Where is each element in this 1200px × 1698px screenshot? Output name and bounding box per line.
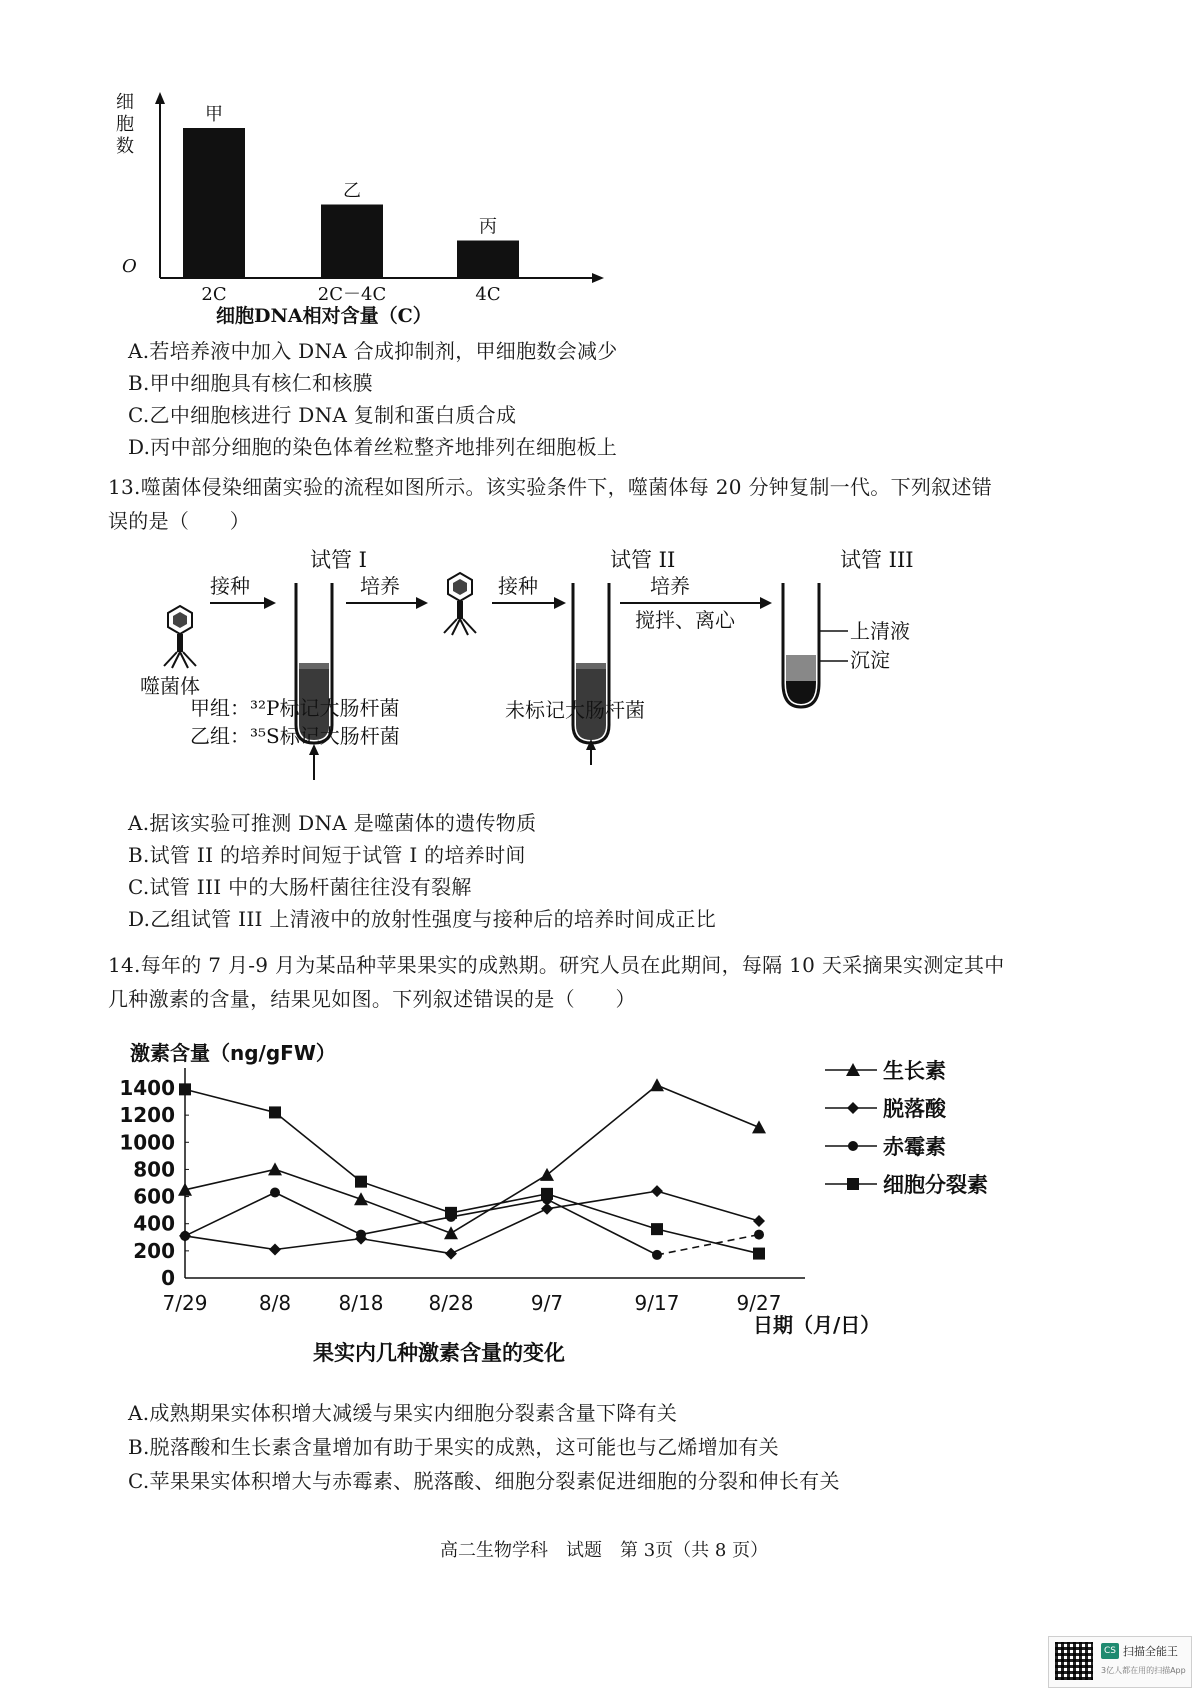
scanner-title: 扫描全能王 [1123, 1645, 1178, 1658]
triangle-marker [752, 1120, 766, 1133]
x-tick-label: 8/8 [258, 1291, 292, 1315]
series-line-segment [275, 1239, 361, 1250]
cs-logo-icon: CS [1101, 1643, 1119, 1659]
diamond-marker [753, 1215, 765, 1227]
scanner-watermark [1048, 1636, 1192, 1688]
legend-label: 脱落酸 [883, 1097, 946, 1121]
q13-stem-line1: 13.噬菌体侵染细菌实验的流程如图所示。该实验条件下，噬菌体每 20 分钟复制一代。下列叙述错 [108, 475, 993, 499]
series-line-segment [657, 1229, 759, 1253]
diamond-marker [847, 1102, 859, 1114]
phage-label: 噬菌体 [140, 674, 200, 698]
square-marker [847, 1178, 859, 1190]
chart-x-label: 日期（月/日） [753, 1313, 881, 1337]
series-line-segment [361, 1182, 451, 1213]
series-line-segment [657, 1191, 759, 1221]
q13-option-a: A.据该实验可推测 DNA 是噬菌体的遗传物质 [128, 811, 537, 835]
q14-options [128, 1400, 840, 1502]
group-b-label: 乙组：³⁵S标记大肠杆菌 [190, 724, 400, 748]
q13-option-c: C.试管 III 中的大肠杆菌往往没有裂解 [128, 875, 472, 899]
series-line-segment [547, 1194, 657, 1229]
q13-options [128, 810, 716, 938]
q13-stem-line2: 误的是（ ） [108, 509, 251, 533]
dna-content-bar-chart [110, 90, 630, 330]
series-line-segment [547, 1085, 657, 1175]
square-marker [651, 1223, 663, 1235]
step2-label: 培养 [360, 574, 400, 598]
y-tick-label: 600 [133, 1184, 175, 1209]
x-tick-label: 7/29 [162, 1291, 208, 1315]
q12-option-d: D.丙中部分细胞的染色体着丝粒整齐地排列在细胞板上 [128, 435, 618, 459]
q12-option-c: C.乙中细胞核进行 DNA 复制和蛋白质合成 [128, 403, 517, 427]
y-tick-label: 1200 [119, 1103, 175, 1128]
chart-y-label: 激素含量（ng/gFW） [130, 1041, 336, 1065]
circle-marker [754, 1230, 764, 1240]
circle-marker [652, 1250, 662, 1260]
q14-option-c: C.苹果果实体积增大与赤霉素、脱落酸、细胞分裂素促进细胞的分裂和伸长有关 [128, 1469, 840, 1493]
y-tick-label: 1400 [119, 1076, 175, 1100]
series-line-segment [451, 1194, 547, 1213]
series-line-segment [451, 1209, 547, 1254]
arrow-right-icon [554, 597, 566, 609]
series-line-segment [361, 1199, 451, 1233]
triangle-marker [444, 1226, 458, 1239]
diamond-marker [445, 1248, 457, 1260]
y-axis-arrow [155, 92, 165, 104]
series-line-segment [275, 1112, 361, 1181]
legend-label: 赤霉素 [883, 1135, 946, 1159]
bar-label: 甲 [205, 104, 223, 125]
phage-icon [444, 573, 476, 635]
square-marker [541, 1188, 553, 1200]
bar-label: 乙 [343, 180, 361, 202]
y-tick-label: 200 [133, 1238, 175, 1263]
step1-label: 接种 [210, 574, 250, 598]
tube1-title: 试管 I [310, 548, 367, 572]
sediment-label: 沉淀 [850, 648, 890, 672]
series-line-segment [185, 1193, 275, 1236]
diamond-marker [651, 1185, 663, 1197]
diamond-marker [269, 1244, 281, 1256]
triangle-marker [354, 1192, 368, 1205]
bar-label: 丙 [479, 216, 497, 238]
triangle-marker [650, 1078, 664, 1091]
supernatant-label: 上清液 [850, 619, 910, 643]
series-line-segment [361, 1239, 451, 1254]
series-line-segment [451, 1199, 547, 1217]
x-axis-label: 细胞DNA相对含量（C） [216, 305, 432, 327]
qr-code-icon [1055, 1642, 1093, 1680]
unlabeled-ecoli-label: 未标记大肠杆菌 [505, 698, 645, 722]
series-line-segment [185, 1236, 275, 1250]
legend-label: 细胞分裂素 [883, 1173, 988, 1197]
y-tick-label: 1000 [119, 1130, 175, 1155]
square-marker [445, 1207, 457, 1219]
arrow-up-icon [586, 739, 596, 750]
circle-marker [180, 1231, 190, 1241]
series-line-segment [275, 1193, 361, 1235]
q12-options [128, 338, 618, 466]
circle-marker [848, 1141, 858, 1151]
y-tick-label: 400 [133, 1211, 175, 1236]
triangle-marker [540, 1168, 554, 1181]
x-tick-label: 2C [201, 284, 227, 305]
series-line-segment [657, 1235, 759, 1255]
q14-stem-line1: 14.每年的 7 月-9 月为某品种苹果果实的成熟期。研究人员在此期间，每隔 10 天采摘果实测定其中 [108, 953, 1005, 977]
group-a-label: 甲组：³²P标记大肠杆菌 [190, 696, 400, 720]
series-line-segment [547, 1199, 657, 1255]
x-tick-label: 2C－4C [317, 284, 387, 305]
diamond-marker [541, 1203, 553, 1215]
phage-experiment-diagram [130, 545, 1030, 815]
step4a-label: 培养 [650, 574, 690, 598]
q14-option-b: B.脱落酸和生长素含量增加有助于果实的成熟，这可能也与乙烯增加有关 [128, 1435, 779, 1459]
legend-label: 生长素 [883, 1059, 946, 1083]
test-tube-3 [783, 583, 819, 707]
triangle-marker [268, 1162, 282, 1175]
x-tick-label: 8/28 [428, 1291, 474, 1315]
series-line-segment [185, 1169, 275, 1189]
y-axis-label: 细 [116, 92, 134, 113]
y-tick-label: 800 [133, 1157, 175, 1182]
arrow-right-icon [416, 597, 428, 609]
square-marker [753, 1248, 765, 1260]
chart-title: 果实内几种激素含量的变化 [313, 1341, 565, 1365]
y-axis-label: 数 [116, 136, 134, 157]
bar [321, 205, 383, 279]
q13-option-d: D.乙组试管 III 上清液中的放射性强度与接种后的培养时间成正比 [128, 907, 716, 931]
series-line-segment [361, 1217, 451, 1235]
q13-option-b: B.试管 II 的培养时间短于试管 I 的培养时间 [128, 843, 526, 867]
bar [183, 128, 245, 278]
x-tick-label: 4C [475, 284, 501, 305]
origin-label: O [122, 256, 137, 277]
square-marker [269, 1106, 281, 1118]
arrow-right-icon [760, 597, 772, 609]
q14-option-a: A.成熟期果实体积增大减缓与果实内细胞分裂素含量下降有关 [128, 1401, 678, 1425]
x-tick-label: 9/17 [634, 1291, 680, 1315]
circle-marker [356, 1230, 366, 1240]
bar [457, 241, 519, 279]
x-tick-label: 9/7 [530, 1291, 564, 1315]
square-marker [355, 1176, 367, 1188]
hormone-line-chart [115, 1030, 1115, 1370]
circle-marker [270, 1188, 280, 1198]
arrow-right-icon [264, 597, 276, 609]
phage-icon [164, 606, 196, 668]
x-axis-arrow [592, 273, 604, 283]
series-line-segment [657, 1085, 759, 1127]
step4b-label: 搅拌、离心 [635, 608, 735, 632]
tube2-title: 试管 II [610, 548, 676, 572]
q12-option-b: B.甲中细胞具有核仁和核膜 [128, 371, 373, 395]
step3-label: 接种 [498, 574, 538, 598]
q14-stem-line2: 几种激素的含量，结果见如图。下列叙述错误的是（ ） [108, 987, 636, 1011]
series-line-segment [185, 1089, 275, 1112]
square-marker [179, 1083, 191, 1095]
series-line-segment [275, 1169, 361, 1199]
tube3-title: 试管 III [840, 548, 914, 572]
y-axis-label: 胞 [116, 114, 134, 135]
q12-option-a: A.若培养液中加入 DNA 合成抑制剂，甲细胞数会减少 [128, 339, 618, 363]
scanner-subtitle: 3亿人都在用的扫描App [1101, 1666, 1186, 1675]
y-tick-label: 0 [161, 1266, 175, 1290]
x-tick-label: 8/18 [338, 1291, 384, 1315]
x-tick-label: 9/27 [736, 1291, 782, 1315]
page-footer: 高二生物学科 试题 第 3页（共 8 页） [440, 1540, 769, 1561]
